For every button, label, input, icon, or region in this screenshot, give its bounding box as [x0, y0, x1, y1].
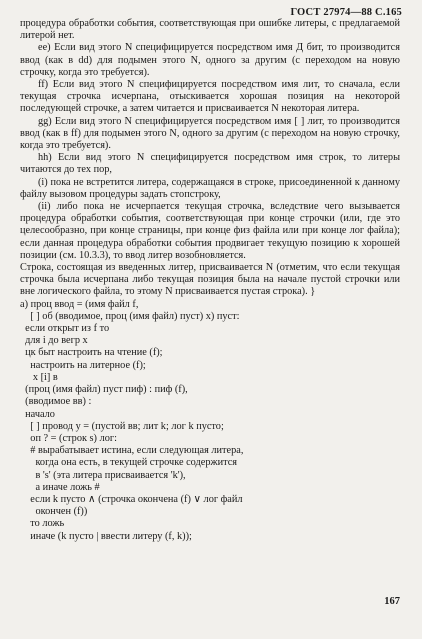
code-line: (проц (имя файл) пуст пиф) : пиф (f), — [20, 384, 188, 396]
running-header: ГОСТ 27974—88 С.165 — [290, 7, 402, 18]
code-line: если k пусто ∧ (строчка окончена (f) ∨ лог файл — [20, 493, 243, 505]
paragraph: hh) Если вид этого N специфицируется посредством имя строк, то литеры читаются до тех пор, — [20, 152, 400, 176]
code-line: начало — [20, 408, 55, 420]
paragraph: ее) Если вид этого N специфицируется посредством имя Д бит, то производится ввод (как в dd) для подымен этого N, одного за другим (с переходом на новую строчку, когда это требуется). — [20, 42, 400, 78]
paragraph: процедура обработки события, соответствующая при ошибке литеры, с предлагаемой литерой нет. — [20, 18, 400, 42]
code-line: настроить на литерное (f); — [20, 359, 146, 371]
code-line: а иначе ложь # — [20, 481, 100, 493]
paragraph: (i) пока не встретится литера, содержащаяся в строке, присоединенной к данному файлу вызовом процедуры задать стопстроку, — [20, 176, 400, 200]
code-line: оп ? = (строк s) лог: — [20, 432, 117, 444]
code-line: а) проц ввод = (имя файл f, — [20, 298, 139, 310]
paragraph: (ii) либо пока не исчерпается текущая строчка, вследствие чего вызывается процедура обработки события, соответствующая при конце строчки (или, где это целесообразно, при конце страницы, при конце физ файла или при конце лог файла); если данная процедура обработки события продвигает текущую позицию к хорошей позиции (см. 10.3.3), то ввод литер возобновляется. — [20, 201, 400, 261]
code-line: окончен (f)) — [20, 506, 88, 518]
code-line: цк быт настроить на чтение (f); — [20, 347, 163, 359]
code-block — [20, 299, 400, 543]
code-line: иначе (k пусто | ввести литеру (f, k)); — [20, 530, 192, 542]
code-line: когда она есть, в текущей строчке содержится — [20, 457, 238, 469]
paragraph: ff) Если вид этого N специфицируется посредством имя лит, то сначала, если текущая строчка исчерпана, отыскивается хорошая позиция на некоторой последующей строчке, а затем читается и присваивается N некоторая литера. — [20, 79, 400, 115]
page-body — [20, 18, 400, 543]
code-line: х [i] в — [20, 371, 58, 383]
code-line: # вырабатывает истина, если следующая литера, — [20, 445, 244, 457]
code-line: для i до вегр х — [20, 335, 88, 347]
code-line: (вводимое вв) : — [20, 396, 92, 408]
code-line: [ ] об (вводимое, проц (имя файл) пуст) х) пуст: — [20, 310, 240, 322]
page-number: 167 — [384, 596, 400, 607]
paragraph: gg) Если вид этого N специфицируется посредством имя [ ] лит, то производится ввод (как в ff) для подымен этого N, одного за другим (с переходом на новую строчку, когда это требуется). — [20, 115, 400, 152]
code-line: [ ] провод у = (пустой вв; лит k; лог k пусто; — [20, 420, 224, 432]
code-line: то ложь — [20, 518, 65, 530]
code-line: если открыт из f то — [20, 323, 110, 335]
code-line: в 's' (эта литера присваивается 'k'), — [20, 469, 186, 481]
paragraph: Строка, состоящая из введенных литер, присваивается N (отметим, что если текущая строчка была исчерпана либо текущая позиция была на начале пустой строчки или вне логического файла, то этому N присваивается пустая строка). } — [20, 262, 400, 298]
